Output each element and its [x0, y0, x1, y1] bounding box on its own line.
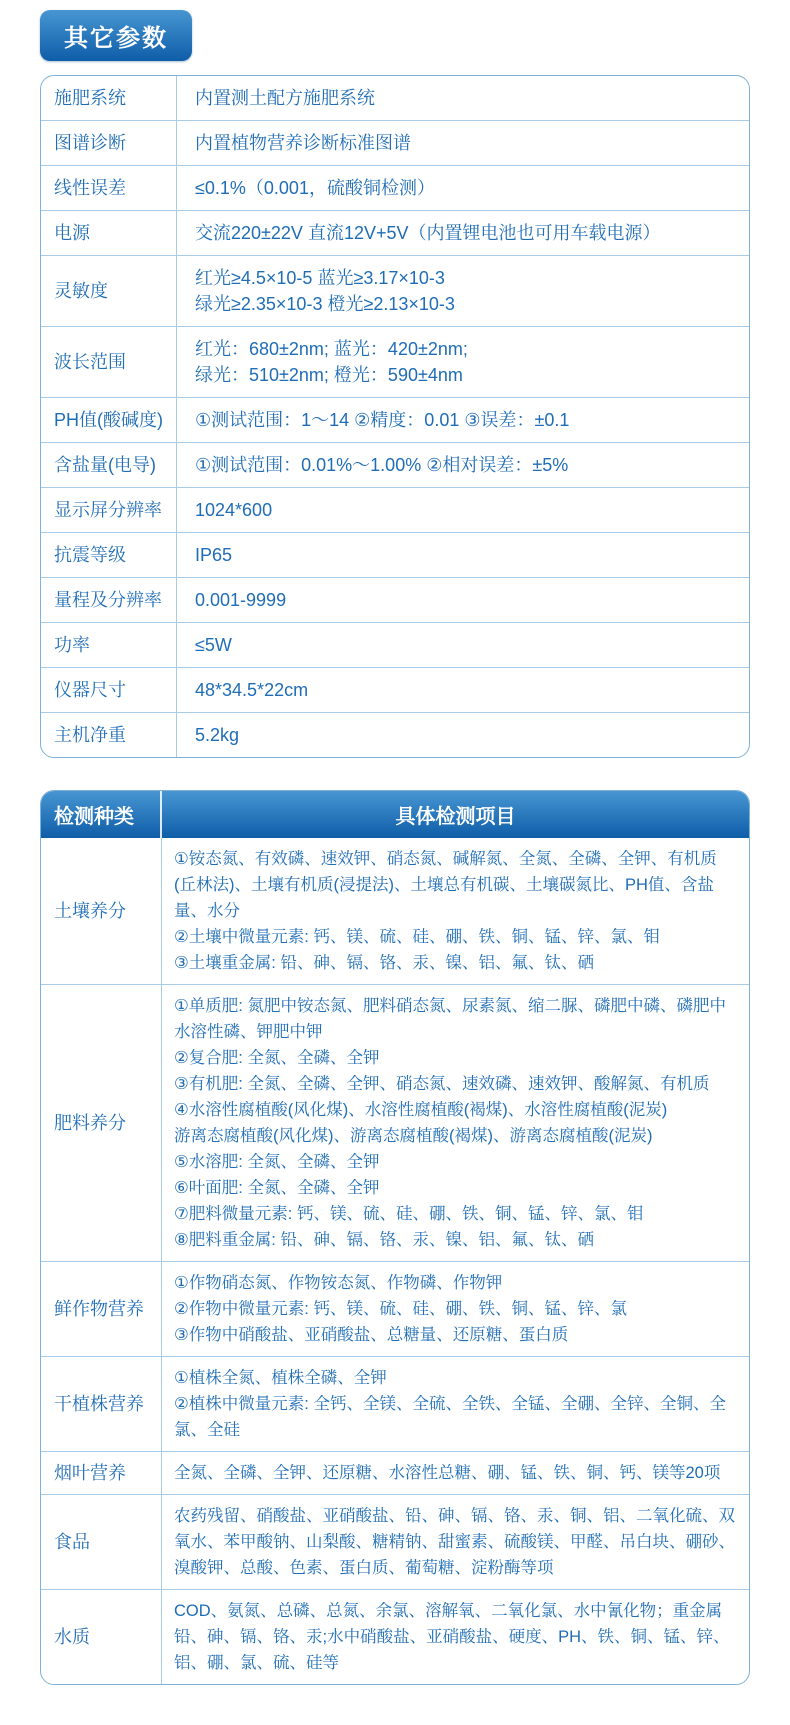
param-label: 图谱诊断	[41, 121, 177, 165]
detection-row	[41, 1494, 749, 1589]
header-cell-items: 具体检测项目	[395, 806, 516, 828]
detection-row	[41, 984, 749, 1261]
param-value	[177, 76, 749, 120]
param-value-line: 1024*600	[195, 500, 273, 520]
param-row	[41, 326, 749, 397]
param-row	[41, 76, 749, 120]
param-value-line: 内置植物营养诊断标准图谱	[195, 133, 411, 153]
param-value	[177, 623, 749, 667]
detection-category: 肥料养分	[41, 985, 162, 1261]
param-row	[41, 577, 749, 622]
param-value	[177, 578, 749, 622]
detection-item: ①作物硝态氮、作物铵态氮、作物磷、作物钾	[174, 1274, 503, 1292]
param-value-line: 绿光≥2.35×10-3 橙光≥2.13×10-3	[195, 294, 455, 314]
detection-item: 农药残留、硝酸盐、亚硝酸盐、铅、砷、镉、铬、汞、铜、铝、二氧化硫、双氧水、苯甲酸钠、山梨酸、糖精钠、甜蜜素、硫酸镁、甲醛、吊白块、硼砂、溴酸钾、总酸、色素、蛋白质、葡萄糖、淀粉酶等项	[174, 1507, 735, 1577]
param-row	[41, 487, 749, 532]
param-value-line: 绿光：510±2nm; 橙光：590±4nm	[195, 365, 463, 385]
param-row	[41, 210, 749, 255]
param-label: 波长范围	[41, 327, 177, 397]
detection-category: 土壤养分	[41, 838, 162, 984]
param-label: 主机净重	[41, 713, 177, 757]
detection-row	[41, 838, 749, 984]
param-row	[41, 397, 749, 442]
param-value	[177, 443, 749, 487]
param-row	[41, 667, 749, 712]
detection-items	[162, 838, 749, 984]
detection-item: ①植株全氮、植株全磷、全钾	[174, 1369, 387, 1387]
detection-item: 游离态腐植酸(风化煤)、游离态腐植酸(褐煤)、游离态腐植酸(泥炭)	[174, 1127, 653, 1145]
param-value	[177, 327, 749, 397]
detection-category: 烟叶营养	[41, 1452, 162, 1494]
detection-item: ①铵态氮、有效磷、速效钾、硝态氮、碱解氮、全氮、全磷、全钾、有机质(丘林法)、土壤有机质(浸提法)、土壤总有机碳、土壤碳氮比、PH值、含盐量、水分	[174, 850, 717, 920]
detection-row	[41, 1451, 749, 1494]
detection-item: ⑦肥料微量元素: 钙、镁、硫、硅、硼、铁、铜、锰、锌、氯、钼	[174, 1205, 644, 1223]
detection-item: ②土壤中微量元素: 钙、镁、硫、硅、硼、铁、铜、锰、锌、氯、钼	[174, 928, 660, 946]
param-value-line: ①测试范围：0.01%～1.00% ②相对误差：±5%	[195, 455, 569, 475]
detection-items	[162, 1357, 749, 1451]
detection-table-header	[41, 791, 749, 838]
detection-table-body	[41, 838, 749, 1684]
detection-category: 干植株营养	[41, 1357, 162, 1451]
detection-item: ⑧肥料重金属: 铅、砷、镉、铬、汞、镍、铝、氟、钛、硒	[174, 1231, 594, 1249]
param-row	[41, 442, 749, 487]
detection-item: COD、氨氮、总磷、总氮、余氯、溶解氧、二氧化氯、水中氰化物；重金属铅、砷、镉、铬、汞;水中硝酸盐、亚硝酸盐、硬度、PH、铁、铜、锰、锌、铝、硼、氯、硫、硅等	[174, 1602, 730, 1672]
param-row	[41, 712, 749, 757]
param-label: 功率	[41, 623, 177, 667]
detection-item: ⑥叶面肥: 全氮、全磷、全钾	[174, 1179, 380, 1197]
detection-row	[41, 1261, 749, 1356]
param-value	[177, 121, 749, 165]
param-value-line: 红光≥4.5×10-5 蓝光≥3.17×10-3	[195, 268, 445, 288]
param-value-line: ①测试范围：1～14 ②精度：0.01 ③误差：±0.1	[195, 410, 570, 430]
detection-item: ④水溶性腐植酸(风化煤)、水溶性腐植酸(褐煤)、水溶性腐植酸(泥炭)	[174, 1101, 668, 1119]
param-value-line: ≤0.1%（0.001，硫酸铜检测）	[195, 178, 435, 198]
param-label: 电源	[41, 211, 177, 255]
detection-item: ①单质肥: 氮肥中铵态氮、肥料硝态氮、尿素氮、缩二脲、磷肥中磷、磷肥中水溶性磷、钾肥中钾	[174, 997, 726, 1041]
param-label: 显示屏分辨率	[41, 488, 177, 532]
param-value	[177, 398, 749, 442]
param-label: PH值(酸碱度)	[41, 398, 177, 442]
param-value	[177, 488, 749, 532]
param-label: 含盐量(电导)	[41, 443, 177, 487]
detection-items	[162, 1452, 749, 1494]
param-value	[177, 668, 749, 712]
param-value-line: 内置测土配方施肥系统	[195, 88, 375, 108]
param-value	[177, 256, 749, 326]
section-badge-other-params: 其它参数	[40, 10, 192, 61]
detection-item: 全氮、全磷、全钾、还原糖、水溶性总糖、硼、锰、铁、铜、钙、镁等20项	[174, 1464, 721, 1482]
param-value-line: ≤5W	[195, 635, 232, 655]
detection-items	[162, 1590, 749, 1684]
param-value-line: 5.2kg	[195, 725, 240, 745]
param-value-line: 0.001-9999	[195, 590, 287, 610]
header-cell-category: 检测种类	[41, 791, 162, 838]
detection-item: ③作物中硝酸盐、亚硝酸盐、总糖量、还原糖、蛋白质	[174, 1326, 569, 1344]
param-value-line: 红光：680±2nm; 蓝光：420±2nm;	[195, 339, 468, 359]
detection-item: ③有机肥: 全氮、全磷、全钾、硝态氮、速效磷、速效钾、酸解氮、有机质	[174, 1075, 710, 1093]
param-value-line: IP65	[195, 545, 233, 565]
param-row	[41, 622, 749, 667]
param-value-line: 交流220±22V 直流12V+5V（内置锂电池也可用车载电源）	[195, 223, 661, 243]
detection-items	[162, 1262, 749, 1356]
detection-row	[41, 1589, 749, 1684]
param-row	[41, 165, 749, 210]
param-label: 量程及分辨率	[41, 578, 177, 622]
param-row	[41, 255, 749, 326]
param-value	[177, 166, 749, 210]
detection-items	[162, 985, 749, 1261]
param-label: 仪器尺寸	[41, 668, 177, 712]
detection-table	[40, 790, 750, 1685]
detection-category: 食品	[41, 1495, 162, 1589]
detection-item: ②植株中微量元素: 全钙、全镁、全硫、全铁、全锰、全硼、全锌、全铜、全氯、全硅	[174, 1395, 726, 1439]
detection-item: ②作物中微量元素: 钙、镁、硫、硅、硼、铁、铜、锰、锌、氯	[174, 1300, 627, 1318]
param-row	[41, 120, 749, 165]
parameters-table-body	[41, 76, 749, 757]
param-value	[177, 211, 749, 255]
param-label: 灵敏度	[41, 256, 177, 326]
detection-category: 鲜作物营养	[41, 1262, 162, 1356]
detection-item: ⑤水溶肥: 全氮、全磷、全钾	[174, 1153, 380, 1171]
param-label: 抗震等级	[41, 533, 177, 577]
param-label: 施肥系统	[41, 76, 177, 120]
param-label: 线性误差	[41, 166, 177, 210]
detection-category: 水质	[41, 1590, 162, 1684]
detection-items	[162, 1495, 749, 1589]
detection-item: ③土壤重金属: 铅、砷、镉、铬、汞、镍、铝、氟、钛、硒	[174, 954, 594, 972]
param-value	[177, 533, 749, 577]
detection-row	[41, 1356, 749, 1451]
parameters-table	[40, 75, 750, 758]
param-value-line: 48*34.5*22cm	[195, 680, 309, 700]
param-row	[41, 532, 749, 577]
detection-item: ②复合肥: 全氮、全磷、全钾	[174, 1049, 380, 1067]
param-value	[177, 713, 749, 757]
